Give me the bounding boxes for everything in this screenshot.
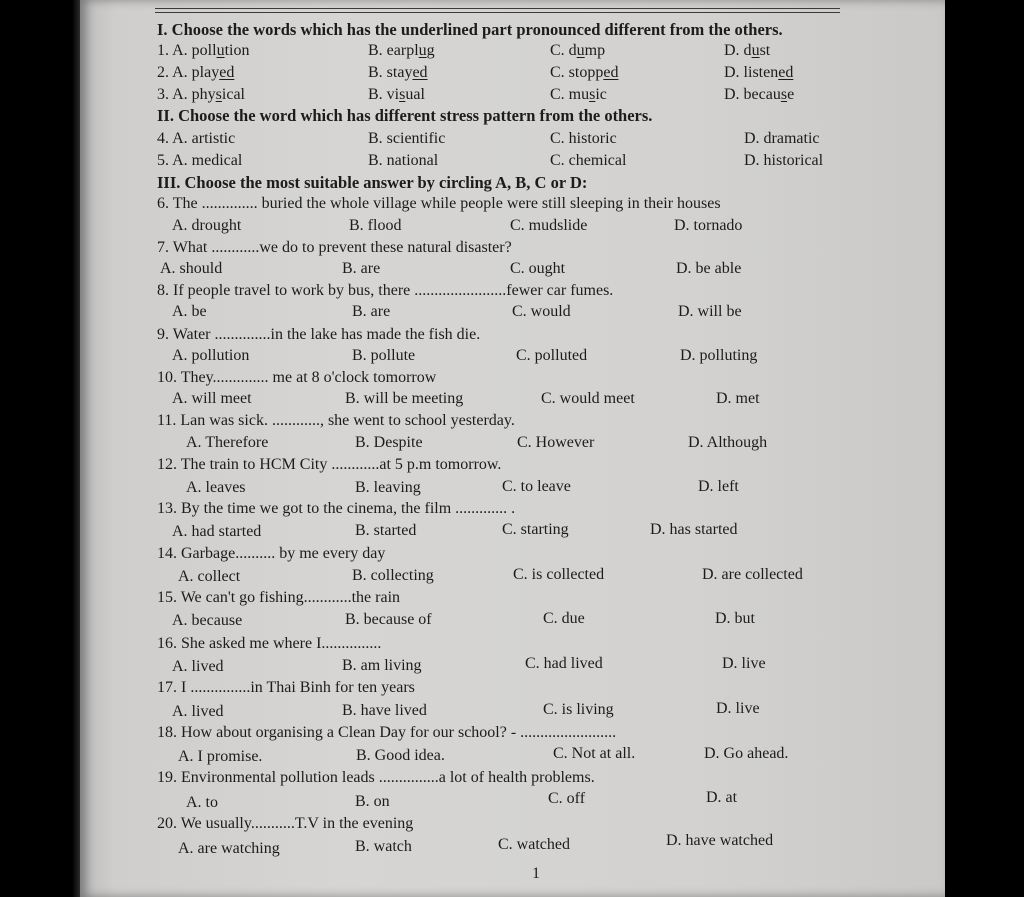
- q7-option-a[interactable]: A. should: [160, 260, 223, 277]
- q1-option-c[interactable]: C. dump: [550, 42, 606, 59]
- q13-stem: 13. By the time we got to the cinema, the film ............. .: [157, 500, 516, 517]
- q13-option-b[interactable]: B. started: [355, 522, 417, 539]
- q2-option-a[interactable]: 2. A. played: [157, 64, 235, 81]
- q12-stem: 12. The train to HCM City ............at 5 p.m tomorrow.: [157, 456, 502, 473]
- q6-option-a[interactable]: A. drought: [172, 217, 242, 234]
- q13-option-d[interactable]: D. has started: [650, 521, 738, 538]
- q7-stem: 7. What ............we do to prevent these natural disaster?: [157, 239, 512, 256]
- q10-option-c[interactable]: C. would meet: [541, 390, 635, 407]
- q2-option-d[interactable]: D. listened: [724, 64, 794, 81]
- q17-option-a[interactable]: A. lived: [172, 703, 224, 720]
- q12-option-c[interactable]: C. to leave: [502, 478, 571, 495]
- q18-option-c[interactable]: C. Not at all.: [553, 745, 636, 762]
- q7-option-b[interactable]: B. are: [342, 260, 381, 277]
- q20-option-d[interactable]: D. have watched: [666, 832, 774, 849]
- q19-option-b[interactable]: B. on: [355, 793, 390, 810]
- q17-option-c[interactable]: C. is living: [543, 701, 614, 718]
- q15-option-c[interactable]: C. due: [543, 610, 585, 627]
- q17-stem: 17. I ...............in Thai Binh for ten years: [157, 679, 415, 696]
- section-2-heading: II. Choose the word which has different stress pattern from the others.: [157, 106, 653, 125]
- q7-option-d[interactable]: D. be able: [676, 260, 742, 277]
- q18-option-b[interactable]: B. Good idea.: [356, 747, 445, 764]
- q17-option-b[interactable]: B. have lived: [342, 702, 427, 719]
- q3-option-b[interactable]: B. visual: [368, 86, 425, 103]
- q1-option-d[interactable]: D. dust: [724, 42, 771, 59]
- q19-option-c[interactable]: C. off: [548, 790, 586, 807]
- q7-option-c[interactable]: C. ought: [510, 260, 566, 277]
- q5-option-d[interactable]: D. historical: [744, 152, 824, 169]
- q5-option-c[interactable]: C. chemical: [550, 152, 627, 169]
- section-3-heading: III. Choose the most suitable answer by circling A, B, C or D:: [157, 173, 588, 192]
- q5-option-a[interactable]: 5. A. medical: [157, 152, 243, 169]
- q10-option-b[interactable]: B. will be meeting: [345, 390, 464, 407]
- q8-option-c[interactable]: C. would: [512, 303, 571, 320]
- q14-option-b[interactable]: B. collecting: [352, 567, 434, 584]
- q4-option-d[interactable]: D. dramatic: [744, 130, 820, 147]
- q14-option-d[interactable]: D. are collected: [702, 566, 803, 583]
- q10-option-a[interactable]: A. will meet: [172, 390, 252, 407]
- q1-option-a[interactable]: 1. A. pollution: [157, 42, 250, 59]
- q3-option-d[interactable]: D. because: [724, 86, 795, 103]
- q10-stem: 10. They.............. me at 8 o'clock tomorrow: [157, 369, 437, 386]
- q20-stem: 20. We usually...........T.V in the evening: [157, 815, 414, 832]
- q16-option-b[interactable]: B. am living: [342, 657, 422, 674]
- q11-option-a[interactable]: A. Therefore: [186, 434, 269, 451]
- page-number: 1: [532, 865, 540, 882]
- q19-option-a[interactable]: A. to: [186, 794, 218, 811]
- q16-option-d[interactable]: D. live: [722, 655, 766, 672]
- q9-option-d[interactable]: D. polluting: [680, 347, 758, 364]
- q3-option-a[interactable]: 3. A. physical: [157, 86, 245, 103]
- q4-option-b[interactable]: B. scientific: [368, 130, 446, 147]
- q18-option-d[interactable]: D. Go ahead.: [704, 745, 789, 762]
- q16-option-c[interactable]: C. had lived: [525, 655, 603, 672]
- q4-option-a[interactable]: 4. A. artistic: [157, 130, 236, 147]
- q12-option-b[interactable]: B. leaving: [355, 479, 421, 496]
- q15-option-d[interactable]: D. but: [715, 610, 755, 627]
- q14-stem: 14. Garbage.......... by me every day: [157, 545, 386, 562]
- q17-option-d[interactable]: D. live: [716, 700, 760, 717]
- q5-option-b[interactable]: B. national: [368, 152, 439, 169]
- q8-option-b[interactable]: B. are: [352, 303, 391, 320]
- q3-option-c[interactable]: C. music: [550, 86, 607, 103]
- q6-option-b[interactable]: B. flood: [349, 217, 402, 234]
- q8-option-d[interactable]: D. will be: [678, 303, 742, 320]
- q9-option-a[interactable]: A. pollution: [172, 347, 250, 364]
- q15-stem: 15. We can't go fishing............the rain: [157, 589, 401, 606]
- q19-stem: 19. Environmental pollution leads ...............a lot of health problems.: [157, 769, 595, 786]
- q20-option-a[interactable]: A. are watching: [178, 840, 280, 857]
- q12-option-d[interactable]: D. left: [698, 478, 739, 495]
- q6-option-c[interactable]: C. mudslide: [510, 217, 588, 234]
- q15-option-a[interactable]: A. because: [172, 612, 243, 629]
- q11-stem: 11. Lan was sick. ............, she went to school yesterday.: [157, 412, 515, 429]
- q13-option-c[interactable]: C. starting: [502, 521, 569, 538]
- q16-option-a[interactable]: A. lived: [172, 658, 224, 675]
- q4-option-c[interactable]: C. historic: [550, 130, 617, 147]
- q9-stem: 9. Water ..............in the lake has made the fish die.: [157, 326, 481, 343]
- q19-option-d[interactable]: D. at: [706, 789, 738, 806]
- q12-option-a[interactable]: A. leaves: [186, 479, 246, 496]
- q6-option-d[interactable]: D. tornado: [674, 217, 743, 234]
- q13-option-a[interactable]: A. had started: [172, 523, 262, 540]
- q8-stem: 8. If people travel to work by bus, there .......................fewer car fumes.: [157, 282, 614, 299]
- q9-option-b[interactable]: B. pollute: [352, 347, 416, 364]
- q18-stem: 18. How about organising a Clean Day for our school? - ........................: [157, 724, 617, 741]
- q14-option-a[interactable]: A. collect: [178, 568, 241, 585]
- q10-option-d[interactable]: D. met: [716, 390, 760, 407]
- q14-option-c[interactable]: C. is collected: [513, 566, 605, 583]
- q9-option-c[interactable]: C. polluted: [516, 347, 588, 364]
- q11-option-b[interactable]: B. Despite: [355, 434, 423, 451]
- q18-option-a[interactable]: A. I promise.: [178, 748, 263, 765]
- q20-option-b[interactable]: B. watch: [355, 838, 412, 855]
- q8-option-a[interactable]: A. be: [172, 303, 207, 320]
- q2-option-b[interactable]: B. stayed: [368, 64, 428, 81]
- section-1-heading: I. Choose the words which has the underlined part pronounced different from the others.: [157, 20, 783, 39]
- q1-option-b[interactable]: B. earplug: [368, 42, 435, 59]
- q2-option-c[interactable]: C. stopped: [550, 64, 619, 81]
- q11-option-c[interactable]: C. However: [517, 434, 595, 451]
- q16-stem: 16. She asked me where I...............: [157, 635, 382, 652]
- q15-option-b[interactable]: B. because of: [345, 611, 432, 628]
- q11-option-d[interactable]: D. Although: [688, 434, 768, 451]
- q20-option-c[interactable]: C. watched: [498, 836, 570, 853]
- q6-stem: 6. The .............. buried the whole village while people were still sleeping in their houses: [157, 195, 721, 212]
